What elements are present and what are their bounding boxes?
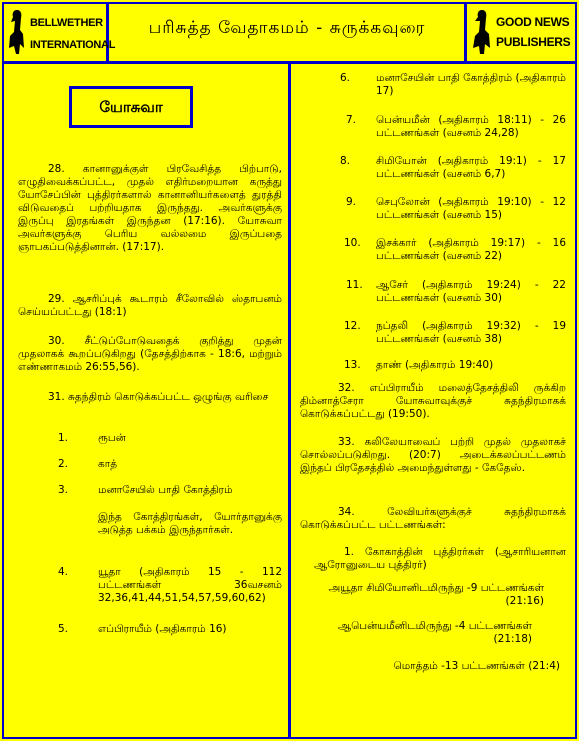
paragraph-33: 33. கலிலேயாவைப் பற்றி முதல் முதலாகச் சொல்லப்படுகிறது. (20:7) அடைக்கலப்பட்டணம் இந்தப் பிரதேசத்தில் அமைந்துள்ளது - கேதேஸ். (300, 436, 566, 474)
list-number: 6. (340, 72, 351, 84)
bellwether-logo-text: BELLWETHER INTERNATIONAL (30, 17, 116, 51)
list-number: 10. (344, 237, 361, 249)
list-number: 7. (346, 114, 357, 126)
page: BELLWETHER INTERNATIONAL பரிசுத்த வேதாகமம் - சுருக்கவுரை GOOD NEWS PUBLISHERS யோசுவா 28. கானானுக்குள் பிரவேசித்த பிற்பாடு, எழுதிவைக்கப்பட்ட, முதல் எதிர்மறையான கருத்து யோசேப்பின் புத்திரர்களால் கானானியர்களைத் துரத்தி விடுவதைப் பற்றியதாக இருந்தது. அவர்களுக்கு இருப்பு இரதங்கள் இருந்தன (17:16). யோசுவா அவர்களுக்கு பெரிய வல்லமை இருப்பதை ஞாபகப்படுத்தினான். (17:17). 29. ஆசரிப்புக் கூடாரம் சீலோவில் ஸ்தாபனம் செய்யப்பட்டது (18:1) 30. சீட்டுப்போடுவதைக் குறித்து முதன் முதலாகக் கூறப்படுகிறது (தேசத்திற்காக - 18:6, மற்றும் எண்ணாகமம் 26:55,56). 31. சுதந்திரம் கொடுக்கப்பட்ட ஒழுங்கு வரிசை 1. ரூபன் 2. காத் 3. மனாசேயில் பாதி கோத்திரம் இந்த கோத்திரங்கள், யோர்தானுக்கு அடுத்த பக்கம் இருந்தார்கள். 4. யூதா (அதிகாரம் 15 - 112 பட்டணங்கள் 36வசனம் 32,36,41,44,51,54,57,59,60,62) 5. எப்பிராயீம் (அதிகாரம் 16) 6. மனாசேயின் பாதி கோத்திரம் (அதிகாரம் 17) 7. பென்யமீன் (அதிகாரம் 18:11) - 26 பட்டணங்கள் (வசனம் 24,28) 8. சிமியோன் (அதிகாரம் 19:1) - 17 பட்டணங்கள் (வசனம் 6,7) 9. செபுலோன் (அதிகாரம் 19:10) - 12 பட்டணங்கள் (வசனம் 15) 10. இசக்கார் (அதிகாரம் 19:17) - 16 பட்டணங்கள் (வசனம் 22) 11. ஆசேர் (அதிகாரம் 19:24) - 22 பட்டணங்கள் (வசனம் 30) 12. நப்தலி (அதிகாரம் 19:32) - 19 பட்டணங்கள் (வசனம் 38) 13. தாண் (அதிகாரம் 19:40) 32. எப்பிராயீம் மலைத்தேசத்திலி ருக்கிற திம்னாத்சேரா யோசுவாவுக்குச் சுதந்திரமாகக் கொடுக்கப்பட்டது (19:50). 33. கலிலேயாவைப் பற்றி முதல் முதலாகச் சொல்லப்படுகிறது. (20:7) அடைக்கலப்பட்டணம் இந்தப் பிரதேசத்தில் அமைந்துள்ளது - கேதேஸ். 34. லேவியர்களுக்குச் சுதந்திரமாகக் கொடுக்கப்பட்ட பட்டணங்கள்: 1. கோகாத்தின் புத்திரர்கள் (ஆசாரியனான ஆரோனுடைய புத்திரர்) அயூதா சிமியோனிடமிருந்து -9 பட்டணங்கள் (21:16) ஆபென்யமீனிடமிருந்து -4 பட்டணங்கள் (21:18) மொத்தம் -13 பட்டணங்கள் (21:4) (0, 0, 579, 741)
header-divider-right (464, 4, 467, 62)
list-item-text: ஆசேர் (அதிகாரம் 19:24) - 22 பட்டணங்கள் (வசனம் 30) (376, 279, 566, 304)
list-item-text: செபுலோன் (அதிகாரம் 19:10) - 12 பட்டணங்கள் (வசனம் 15) (376, 196, 566, 221)
bellwether-logo (6, 8, 116, 56)
paragraph-31: 31. சுதந்திரம் கொடுக்கப்பட்ட ஒழுங்கு வரிசை (48, 391, 269, 403)
list-item-text: இசக்கார் (அதிகாரம் 19:17) - 16 பட்டணங்கள் (வசனம் 22) (376, 237, 566, 262)
levite-line-a: அயூதா சிமியோனிடமிருந்து -9 பட்டணங்கள் (21:16) (328, 582, 544, 607)
list-item-text: மனாசேயின் பாதி கோத்திரம் (அதிகாரம் 17) (376, 72, 566, 97)
good-news-logo-text: GOOD NEWS PUBLISHERS (496, 15, 571, 49)
list-number: 12. (344, 320, 361, 332)
paragraph-32: 32. எப்பிராயீம் மலைத்தேசத்திலி ருக்கிற திம்னாத்சேரா யோசுவாவுக்குச் சுதந்திரமாகக் கொடுக்கப்பட்டது (19:50). (300, 382, 566, 420)
list-item-text: சிமியோன் (அதிகாரம் 19:1) - 17 பட்டணங்கள் (வசனம் 6,7) (376, 155, 566, 180)
paragraph-30: 30. சீட்டுப்போடுவதைக் குறித்து முதன் முதலாகக் கூறப்படுகிறது (தேசத்திற்காக - 18:6, மற்றும் எண்ணாகமம் 26:55,56). (18, 335, 282, 373)
good-news-logo-icon (470, 8, 494, 56)
book-title: யோசுவா (69, 86, 193, 128)
list-number: 9. (346, 196, 357, 208)
levite-total: மொத்தம் -13 பட்டணங்கள் (21:4) (393, 660, 560, 672)
paragraph-34: 34. லேவியர்களுக்குச் சுதந்திரமாகக் கொடுக்கப்பட்ட பட்டணங்கள்: (300, 506, 566, 531)
column-divider (288, 61, 291, 737)
good-news-logo (470, 8, 575, 56)
paragraph-28: 28. கானானுக்குள் பிரவேசித்த பிற்பாடு, எழுதிவைக்கப்பட்ட, முதல் எதிர்மறையான கருத்து யோசேப்பின் புத்திரர்களால் கானானியர்களைத் துரத்தி விடுவதைப் பற்றியதாக இருந்தது. அவர்களுக்கு இருப்பு இரதங்கள் இருந்தன (17:16). யோசுவா அவர்களுக்கு பெரிய வல்லமை இருப்பதை ஞாபகப்படுத்தினான். (17:17). (18, 163, 282, 253)
list-item-text: நப்தலி (அதிகாரம் 19:32) - 19 பட்டணங்கள் (வசனம் 38) (376, 320, 566, 345)
page-title: பரிசுத்த வேதாகமம் - சுருக்கவுரை (148, 18, 426, 38)
list-item-text: தாண் (அதிகாரம் 19:40) (376, 359, 494, 371)
bellwether-logo-icon (6, 8, 28, 56)
list-number: 13. (344, 359, 361, 371)
levite-line-b: ஆபென்யமீனிடமிருந்து -4 பட்டணங்கள் (21:18) (337, 620, 532, 645)
paragraph-29: 29. ஆசரிப்புக் கூடாரம் சீலோவில் ஸ்தாபனம் செய்யப்பட்டது (18:1) (18, 293, 282, 318)
list-item-text: பென்யமீன் (அதிகாரம் 18:11) - 26 பட்டணங்கள் (வசனம் 24,28) (376, 114, 566, 139)
list-number: 11. (346, 279, 363, 291)
list-item-note: இந்த கோத்திரங்கள், யோர்தானுக்கு அடுத்த பக்கம் இருந்தார்கள். (98, 511, 282, 536)
list-item-text: யூதா (அதிகாரம் 15 - 112 பட்டணங்கள் 36வசனம் 32,36,41,44,51,54,57,59,60,62) (98, 566, 282, 604)
levite-subsection: 1. கோகாத்தின் புத்திரர்கள் (ஆசாரியனான ஆரோனுடைய புத்திரர்) (314, 546, 566, 571)
list-number: 8. (340, 155, 351, 167)
